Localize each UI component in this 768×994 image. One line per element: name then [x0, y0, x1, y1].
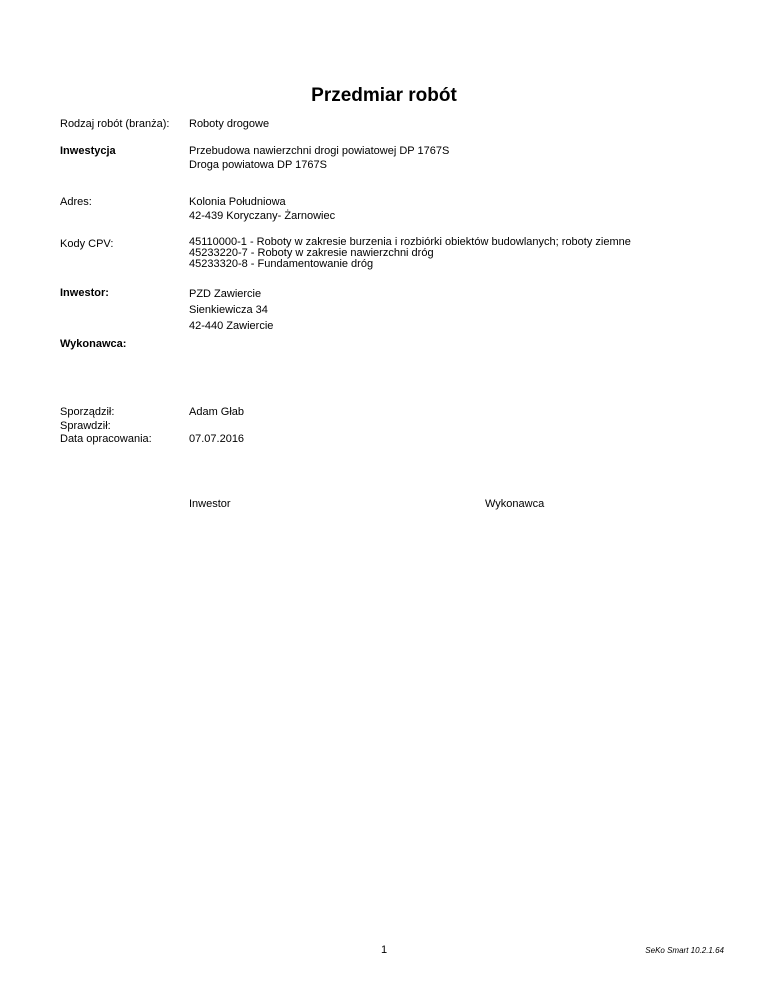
label-branza: Rodzaj robót (branża): — [60, 118, 170, 130]
value-cpv-line: 45233320-8 - Fundamentowanie dróg — [189, 258, 374, 270]
label-wykonawca: Wykonawca: — [60, 338, 127, 350]
value-inwestycja-line: Przebudowa nawierzchni drogi powiatowej DP 1767S — [189, 145, 450, 157]
label-inwestycja: Inwestycja — [60, 145, 116, 157]
software-footer: SeKo Smart 10.2.1.64 — [645, 946, 724, 955]
value-inwestor-line: PZD Zawiercie — [189, 288, 262, 300]
value-inwestycja — [189, 144, 449, 172]
value-sporzadzil: Adam Głab — [189, 406, 245, 418]
label-data-opracowania: Data opracowania: — [60, 433, 152, 445]
label-sprawdzil: Sprawdził: — [60, 420, 111, 432]
value-adres-line: 42-439 Koryczany- Żarnowiec — [189, 210, 336, 222]
label-inwestor: Inwestor: — [60, 287, 109, 299]
value-cpv-line: 45233220-7 - Roboty w zakresie nawierzchni dróg — [189, 247, 434, 259]
signature-wykonawca: Wykonawca — [485, 498, 545, 510]
value-adres-line: Kolonia Południowa — [189, 196, 286, 208]
label-cpv: Kody CPV: — [60, 238, 114, 250]
signature-inwestor: Inwestor — [189, 498, 231, 510]
value-cpv — [189, 237, 631, 270]
label-adres: Adres: — [60, 196, 92, 208]
value-inwestor-line: 42-440 Zawiercie — [189, 320, 274, 332]
value-inwestor-line: Sienkiewicza 34 — [189, 304, 268, 316]
document-title: Przedmiar robót — [311, 85, 457, 106]
value-branza — [189, 117, 269, 131]
value-data-opracowania: 07.07.2016 — [189, 433, 245, 445]
value-branza-line: Roboty drogowe — [189, 118, 270, 130]
value-inwestor — [189, 286, 273, 334]
label-sporzadzil: Sporządził: — [60, 406, 115, 418]
value-cpv-line: 45110000-1 - Roboty w zakresie burzenia i rozbiórki obiektów budowlanych; roboty ziemne — [189, 236, 631, 248]
value-adres — [189, 195, 335, 223]
value-inwestycja-line: Droga powiatowa DP 1767S — [189, 159, 327, 171]
page-number: 1 — [380, 944, 388, 956]
